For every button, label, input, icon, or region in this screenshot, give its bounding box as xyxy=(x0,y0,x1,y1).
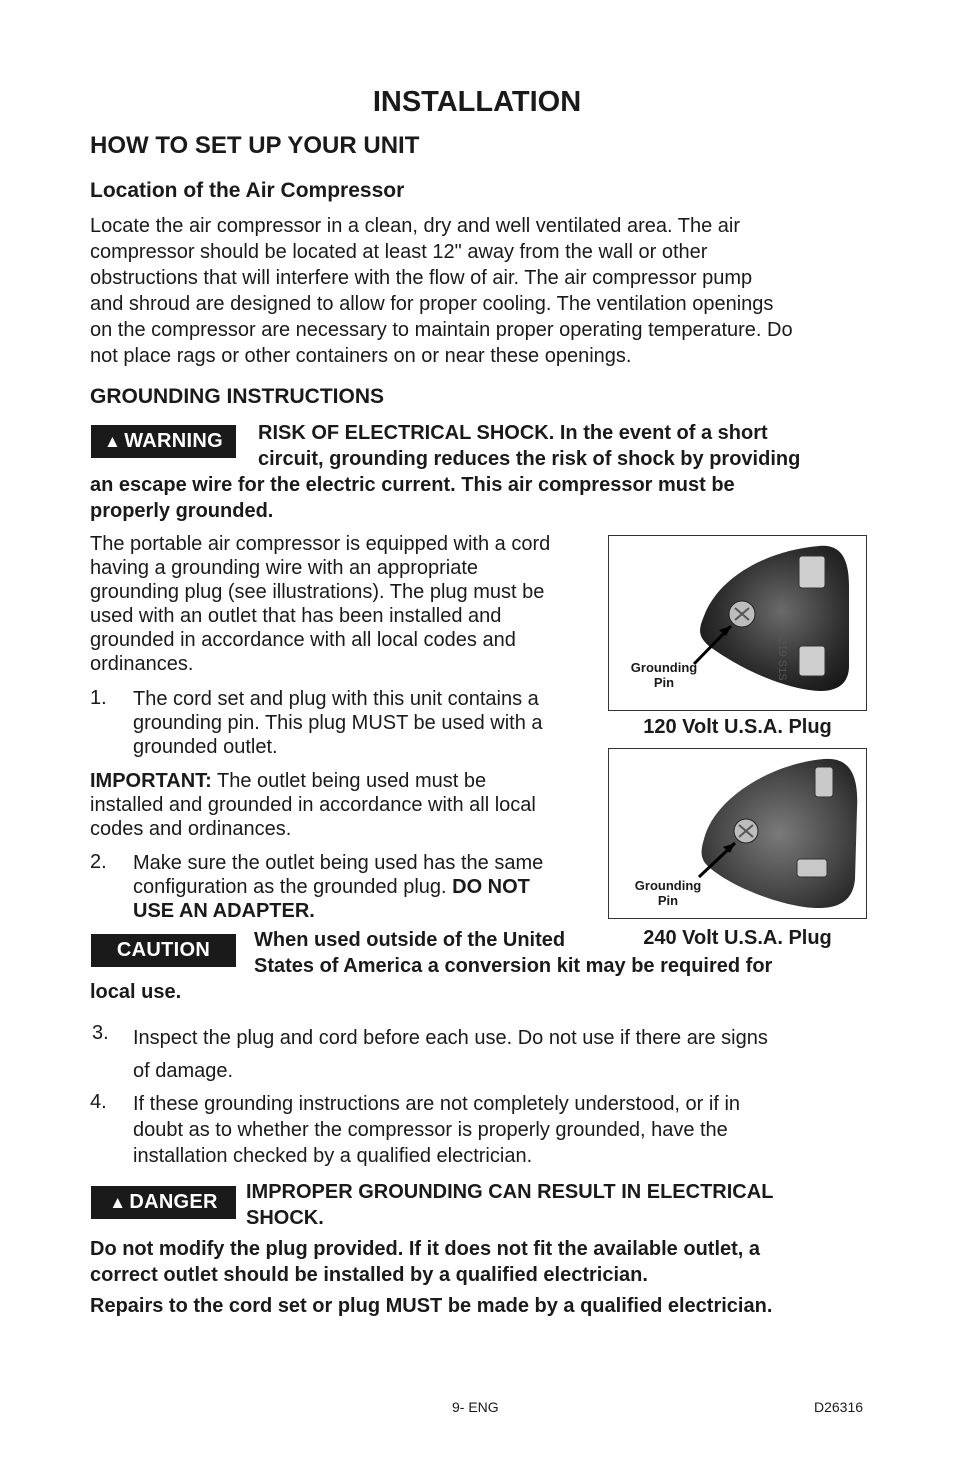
warning-text-top: RISK OF ELECTRICAL SHOCK. In the event of a short circuit, grounding reduces the risk of shock by providing xyxy=(258,422,801,470)
grounding-intro: The portable air compressor is equipped with a cord having a grounding wire with an appropriate grounding plug (see illustrations). The plug must be used with an outlet that has been installed and grounded in accordance with all local codes and ordinances. xyxy=(90,533,551,675)
plug-240v-pin-label: Grounding Pin xyxy=(634,878,702,908)
grounding-heading: GROUNDING INSTRUCTIONS xyxy=(90,385,384,408)
caution-text-bottom: local use. xyxy=(90,981,182,1003)
item-1-text: The cord set and plug with this unit contains a grounding pin. This plug MUST be used with a grounded outlet. xyxy=(133,688,543,758)
item-1-number: 1. xyxy=(90,687,107,709)
plug-120v-figure xyxy=(608,535,867,711)
warning-triangle-icon: ▲ xyxy=(104,431,122,451)
caution-text-top: When used outside of the United States of America a conversion kit may be required for xyxy=(254,929,773,977)
warning-text-bottom: an escape wire for the electric current. This air compressor must be properly grounded. xyxy=(90,474,735,522)
final-note-1: Do not modify the plug provided. If it does not fit the available outlet, a correct outlet should be installed by a qualified electrician. xyxy=(90,1238,761,1286)
svg-text:E219 S1S: E219 S1S xyxy=(776,631,788,681)
important-note: IMPORTANT: The outlet being used must be installed and grounded in accordance with all local codes and ordinances. xyxy=(90,770,536,840)
location-heading: Location of the Air Compressor xyxy=(90,179,405,202)
item-2-number: 2. xyxy=(90,851,107,873)
page-number: 9- ENG xyxy=(452,1399,499,1415)
danger-text: IMPROPER GROUNDING CAN RESULT IN ELECTRICAL SHOCK. xyxy=(246,1181,774,1229)
item-3-text: Inspect the plug and cord before each use. Do not use if there are signs of damage. xyxy=(133,1027,768,1082)
section-heading: HOW TO SET UP YOUR UNIT xyxy=(90,132,420,159)
danger-badge: ▲ DANGER xyxy=(91,1186,236,1219)
plug-120v-caption: 120 Volt U.S.A. Plug xyxy=(643,716,832,738)
plug-120v-pin-label: Grounding Pin xyxy=(630,660,698,690)
warning-badge: ▲ WARNING xyxy=(91,425,236,458)
danger-triangle-icon: ▲ xyxy=(109,1192,127,1212)
item-4-number: 4. xyxy=(90,1091,107,1113)
item-2-text: Make sure the outlet being used has the same configuration as the grounded plug. DO NOT USE AN ADAPTER. xyxy=(133,852,544,922)
item-3-number: 3. xyxy=(92,1022,109,1044)
final-note-2: Repairs to the cord set or plug MUST be made by a qualified electrician. xyxy=(90,1295,773,1317)
document-code: D26316 xyxy=(814,1399,864,1415)
plug-240v-figure xyxy=(608,748,867,919)
item-4-text: If these grounding instructions are not completely understood, or if in doubt as to whether the compressor is properly grounded, have the installation checked by a qualified electrician. xyxy=(133,1093,741,1167)
page-title: INSTALLATION xyxy=(372,86,582,118)
location-paragraph: Locate the air compressor in a clean, dry and well ventilated area. The air compressor should be located at least 12" away from the wall or other obstructions that will interfere with the flow of air. The air compressor pump and shroud are designed to allow for proper cooling. The ventilation openings on the compressor are necessary to maintain proper operating temperature. Do not place rags or other containers on or near these openings. xyxy=(90,215,793,367)
plug-240v-caption: 240 Volt U.S.A. Plug xyxy=(643,927,832,949)
caution-badge: CAUTION xyxy=(91,934,236,967)
